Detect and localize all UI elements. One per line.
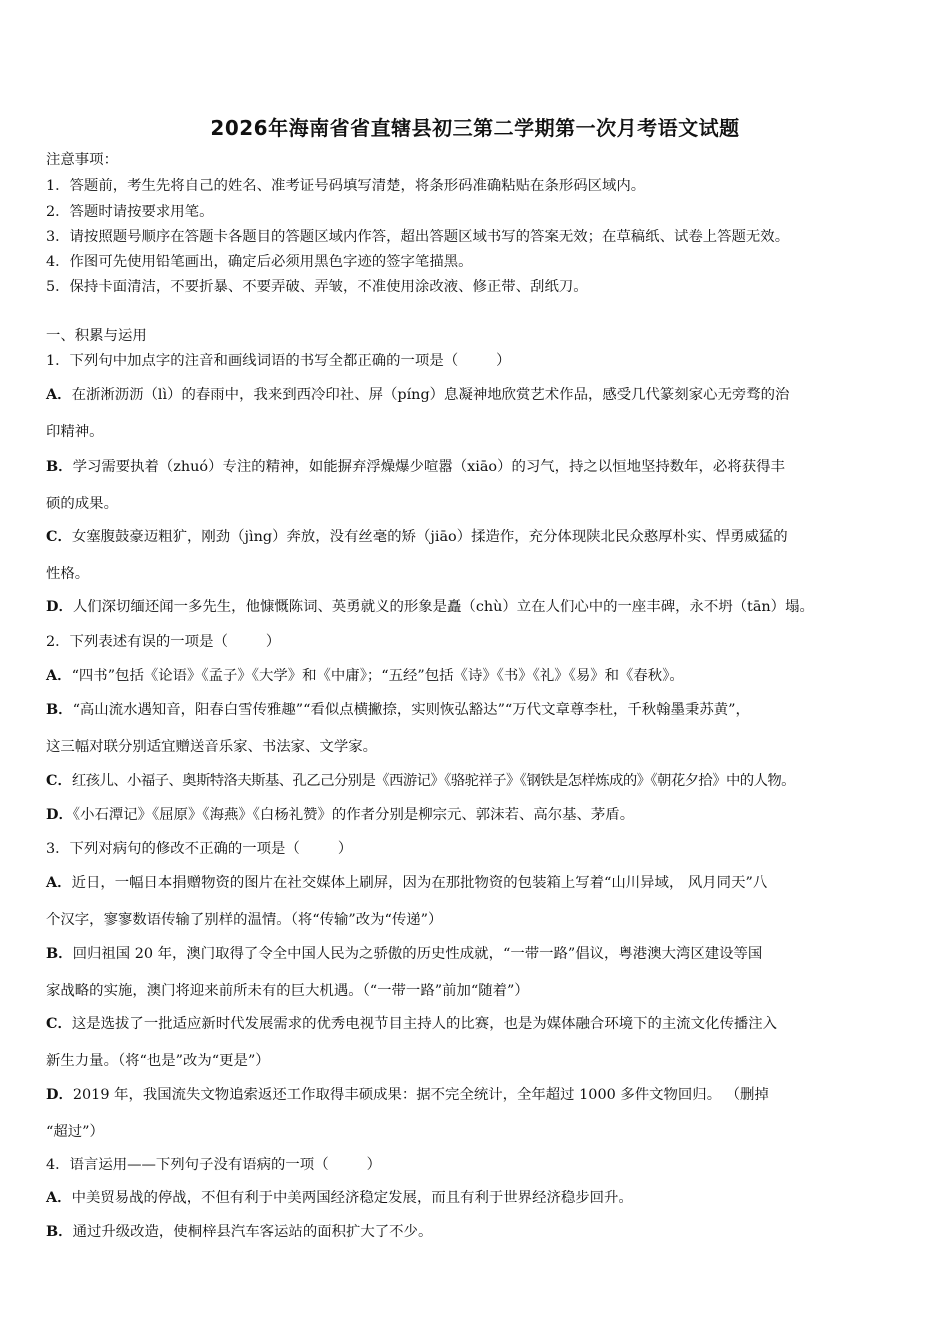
notice-item: 3．请按照题号顺序在答题卡各题目的答题区域内作答，超出答题区域书写的答案无效；在草稿纸、试卷上答题无效。 (46, 229, 790, 245)
q2-option-c: C．红孩儿、小福子、奥斯特洛夫斯基、孔乙己分别是《西游记》《骆驼祥子》《钢铁是怎样炼成的》《朝花夕拾》中的人物。 (46, 772, 795, 789)
q1-option-a-cont: 印精神。 (46, 424, 104, 440)
q4-option-a: A．中美贸易战的停战，不但有利于中美两国经济稳定发展，而且有利于世界经济稳步回升。 (46, 1189, 633, 1206)
notice-item: 1．答题前，考生先将自己的姓名、准考证号码填写清楚，将条形码准确粘贴在条形码区域内。 (46, 178, 646, 194)
q3-option-b: B．回归祖国 20 年，澳门取得了令全中国人民为之骄傲的历史性成就，“一带一路”倡议，粤港澳大湾区建设等国 (46, 945, 763, 962)
q2-option-d: D．《小石潭记》《屈原》《海燕》《白杨礼赞》的作者分别是柳宗元、郭沫若、高尔基、茅盾。 (46, 806, 635, 823)
q1-option-b: B．学习需要执着（zhuó）专注的精神，如能摒弃浮燥爆少喧嚣（xiāo）的习气，持之以恒地坚持数年，必将获得丰 (46, 458, 785, 475)
q3-option-a-cont: 个汉字，寥寥数语传输了别样的温情。（将“传输”改为“传递”） (46, 912, 443, 928)
q2-option-b-cont: 这三幅对联分别适宜赠送音乐家、书法家、文学家。 (46, 739, 377, 755)
q3-option-b-cont: 家战略的实施，澳门将迎来前所未有的巨大机遇。（“一带一路”前加“随着”） (46, 983, 529, 999)
page-title: 2026年海南省省直辖县初三第二学期第一次月考语文试题 (210, 116, 740, 140)
q4-option-b: B．通过升级改造，使桐梓县汽车客运站的面积扩大了不少。 (46, 1223, 433, 1240)
notice-heading: 注意事项： (46, 152, 118, 168)
q1-option-d: D．人们深切缅还闻一多先生，他慷慨陈词、英勇就义的形象是矗（chù）立在人们心中的一座丰碑，永不坍（tān）塌。 (46, 598, 814, 615)
q1-option-b-cont: 硕的成果。 (46, 496, 118, 512)
q2-option-b: B．“高山流水遇知音，阳春白雪传雅趣”“看似点横撇捺，实则恢弘豁达”“万代文章尊李杜，千秋翰墨秉苏黄”， (46, 701, 750, 718)
question-4-stem: 4．语言运用——下列句子没有语病的一项（ ） (46, 1157, 381, 1173)
notice-item: 2．答题时请按要求用笔。 (46, 204, 214, 220)
q3-option-a: A．近日，一幅日本捐赠物资的图片在社交媒体上刷屏，因为在那批物资的包装箱上写着“山川异域， 风月同天”八 (46, 874, 768, 891)
section-heading: 一、积累与运用 (46, 328, 147, 344)
question-3-stem: 3．下列对病句的修改不正确的一项是（ ） (46, 841, 353, 857)
q1-option-c-cont: 性格。 (46, 566, 90, 582)
question-2-stem: 2．下列表述有误的一项是（ ） (46, 634, 281, 650)
q3-option-d: D．2019 年，我国流失文物追索返还工作取得丰硕成果：据不完全统计，全年超过 1000 多件文物回归。 （删掉 (46, 1086, 769, 1103)
q3-option-c-cont: 新生力量。（将“也是”改为“更是”） (46, 1053, 270, 1069)
q2-option-a: A．“四书”包括《论语》《孟子》《大学》和《中庸》；“五经”包括《诗》《书》《礼》《易》和《春秋》。 (46, 667, 684, 684)
notice-item: 4．作图可先使用铅笔画出，确定后必须用黑色字迹的签字笔描黑。 (46, 254, 473, 270)
notice-item: 5．保持卡面清洁，不要折暴、不要弄破、弄皱，不准使用涂改液、修正带、刮纸刀。 (46, 279, 588, 295)
q3-option-c: C．这是选拔了一批适应新时代发展需求的优秀电视节目主持人的比赛，也是为媒体融合环境下的主流文化传播注入 (46, 1015, 778, 1032)
q3-option-d-cont: “超过”） (46, 1124, 104, 1140)
question-1-stem: 1．下列句中加点字的注音和画线词语的书写全都正确的一项是（ ） (46, 353, 511, 369)
q1-option-a: A．在浙淅沥沥（lì）的春雨中，我来到西冷印社、屏（píng）息凝神地欣赏艺术作品，感受几代篆刻家心无旁骛的治 (46, 386, 790, 403)
q1-option-c: C．女塞腹鼓豪迈粗犷，刚劲（jìng）奔放，没有丝毫的矫（jiāo）揉造作，充分体现陕北民众憨厚朴实、悍勇威猛的 (46, 528, 788, 545)
